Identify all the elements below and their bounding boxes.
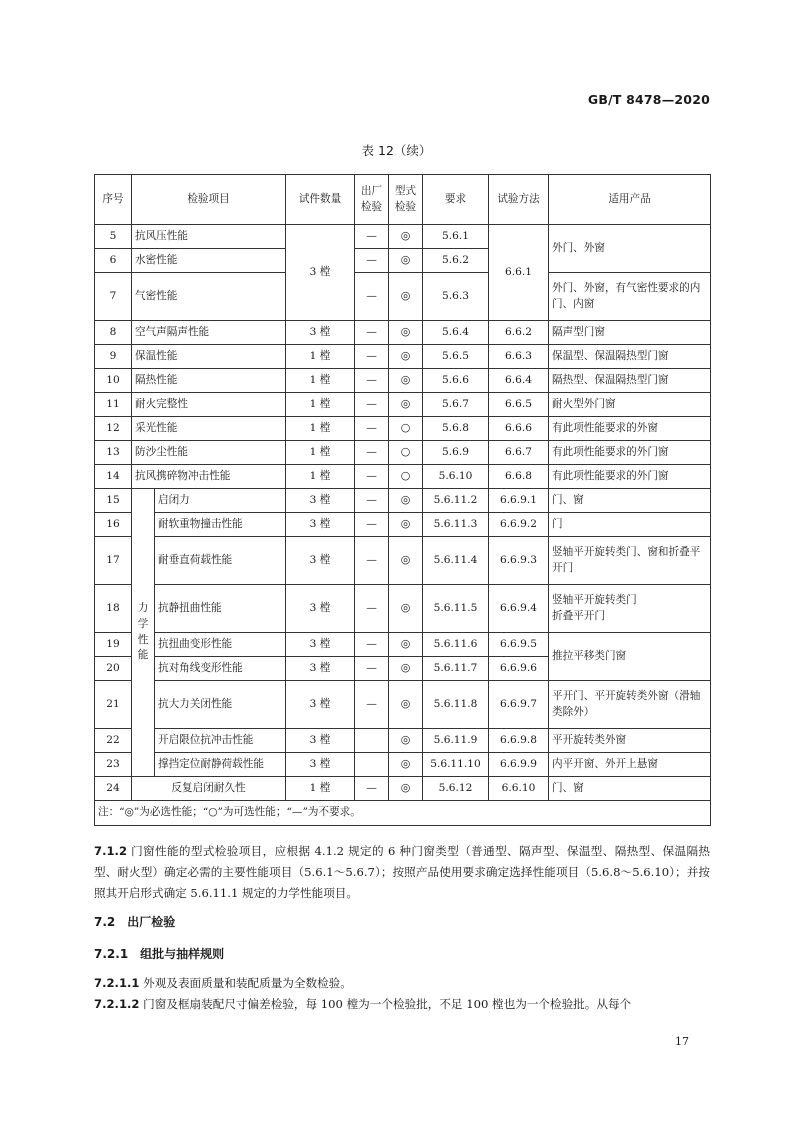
cell-item: 抗风携碎物冲击性能 [132, 465, 286, 489]
cell-item: 耐火完整性 [132, 393, 286, 417]
cell-req: 5.6.11.7 [423, 657, 489, 681]
cell-no: 21 [95, 681, 132, 729]
cell-item: 抗静扭曲性能 [155, 585, 286, 633]
paragraph-7-2-1-1 [94, 973, 710, 994]
cell-req: 5.6.1 [423, 225, 489, 249]
cell-method: 6.6.5 [489, 393, 549, 417]
table-row [95, 585, 711, 633]
cell-product: 外门、外窗，有气密性要求的内门、内窗 [549, 273, 711, 321]
cell-qty: 3 樘 [286, 753, 355, 777]
table-note: 注：“◎”为必选性能；“○”为可选性能；“—”为不要求。 [95, 801, 711, 826]
cell-type: ◎ [389, 369, 423, 393]
cell-qty: 3 樘 [286, 633, 355, 657]
cell-item: 抗对角线变形性能 [155, 657, 286, 681]
cell-method: 6.6.9.5 [489, 633, 549, 657]
cell-qty: 1 樘 [286, 393, 355, 417]
cell-item: 开启限位抗冲击性能 [155, 729, 286, 753]
cell-no: 22 [95, 729, 132, 753]
cell-qty: 3 樘 [286, 585, 355, 633]
cell-method: 6.6.10 [489, 777, 549, 801]
cell-factory: — [355, 273, 389, 321]
cell-item: 气密性能 [132, 273, 286, 321]
cell-req: 5.6.11.10 [423, 753, 489, 777]
cell-method: 6.6.9.8 [489, 729, 549, 753]
cell-method: 6.6.9.1 [489, 489, 549, 513]
cell-qty: 1 樘 [286, 417, 355, 441]
cell-method: 6.6.9.4 [489, 585, 549, 633]
cell-factory: — [355, 537, 389, 585]
cell-product: 外门、外窗 [549, 225, 711, 273]
cell-method: 6.6.9.7 [489, 681, 549, 729]
paragraph-7-1-2 [94, 841, 710, 904]
group-label-char: 能 [137, 649, 149, 662]
cell-no: 13 [95, 441, 132, 465]
cell-qty: 1 樘 [286, 345, 355, 369]
cell-req: 5.6.11.9 [423, 729, 489, 753]
group-label-char: 性 [137, 633, 149, 646]
cell-method: 6.6.7 [489, 441, 549, 465]
cell-type: ◎ [389, 681, 423, 729]
col-header-factory-line2: 检验 [360, 200, 383, 213]
cell-product: 平开门、平开旋转类外窗（滑轴类除外） [549, 681, 711, 729]
clause-text: 门窗性能的型式检验项目，应根据 4.1.2 规定的 6 种门窗类型（普通型、隔声型、保温型、隔热型、保温隔热型、耐火型）确定必需的主要性能项目（5.6.1～5.6.7）；按照产品使用要求确定选择性能项目（5.6.8～5.6.10）；并按照其开启形式确定 5.6.11.1 规定的力学性能项目。 [94, 844, 711, 900]
col-header-item: 检验项目 [132, 175, 286, 225]
cell-item: 水密性能 [132, 249, 286, 273]
col-header-product: 适用产品 [549, 175, 711, 225]
cell-type: ◎ [389, 489, 423, 513]
cell-type: ◎ [389, 345, 423, 369]
cell-req: 5.6.10 [423, 465, 489, 489]
cell-method: 6.6.9.3 [489, 537, 549, 585]
cell-qty: 3 樘 [286, 729, 355, 753]
cell-req: 5.6.12 [423, 777, 489, 801]
cell-type: ◎ [389, 225, 423, 249]
cell-factory [355, 753, 389, 777]
standard-code: GB/T 8478—2020 [587, 92, 710, 107]
cell-req: 5.6.2 [423, 249, 489, 273]
cell-factory [355, 729, 389, 753]
table-row [95, 489, 711, 513]
table-row [95, 513, 711, 537]
cell-req: 5.6.5 [423, 345, 489, 369]
cell-factory: — [355, 633, 389, 657]
clause-number: 7.2.1.2 [94, 997, 140, 1011]
cell-type: ◎ [389, 729, 423, 753]
cell-qty: 3 樘 [286, 513, 355, 537]
cell-method: 6.6.9.2 [489, 513, 549, 537]
cell-req: 5.6.3 [423, 273, 489, 321]
col-header-type [389, 175, 423, 225]
cell-product: 有此项性能要求的外门窗 [549, 465, 711, 489]
cell-type: ◎ [389, 273, 423, 321]
cell-item: 隔热性能 [132, 369, 286, 393]
cell-factory: — [355, 393, 389, 417]
cell-factory: — [355, 225, 389, 249]
cell-type: ◎ [389, 249, 423, 273]
group-label-char: 力 [137, 601, 149, 614]
cell-product: 隔热型、保温隔热型门窗 [549, 369, 711, 393]
cell-item: 反复启闭耐久性 [132, 777, 286, 801]
col-header-type-line2: 检验 [394, 200, 417, 213]
cell-type: ○ [389, 441, 423, 465]
cell-item: 抗大力关闭性能 [155, 681, 286, 729]
cell-item: 启闭力 [155, 489, 286, 513]
table-row [95, 393, 711, 417]
cell-method: 6.6.8 [489, 465, 549, 489]
col-header-no: 序号 [95, 175, 132, 225]
cell-method: 6.6.6 [489, 417, 549, 441]
cell-product: 有此项性能要求的外窗 [549, 417, 711, 441]
cell-type: ◎ [389, 777, 423, 801]
cell-product: 竖轴平开旋转类门、窗和折叠平开门 [549, 537, 711, 585]
col-header-qty: 试件数量 [286, 175, 355, 225]
cell-no: 19 [95, 633, 132, 657]
col-header-factory [355, 175, 389, 225]
cell-product [549, 585, 711, 633]
paragraph-7-2-1-2 [94, 994, 710, 1015]
cell-req: 5.6.11.5 [423, 585, 489, 633]
cell-qty: 1 樘 [286, 369, 355, 393]
group-label-char: 学 [137, 617, 149, 630]
cell-type: ◎ [389, 537, 423, 585]
cell-method: 6.6.2 [489, 321, 549, 345]
cell-product: 门 [549, 513, 711, 537]
clause-text: 门窗及框扇装配尺寸偏差检验，每 100 樘为一个检验批，不足 100 樘也为一个检验批。从每个 [143, 997, 632, 1011]
cell-no: 8 [95, 321, 132, 345]
table-row [95, 273, 711, 321]
cell-no: 9 [95, 345, 132, 369]
cell-method: 6.6.9.6 [489, 657, 549, 681]
cell-factory: — [355, 777, 389, 801]
cell-no: 5 [95, 225, 132, 249]
table-row [95, 753, 711, 777]
cell-qty: 1 樘 [286, 441, 355, 465]
section-heading-7-2: 7.2 出厂检验 [94, 915, 176, 929]
cell-type: ◎ [389, 513, 423, 537]
cell-item: 耐垂直荷载性能 [155, 537, 286, 585]
cell-factory: — [355, 657, 389, 681]
cell-no: 6 [95, 249, 132, 273]
cell-no: 7 [95, 273, 132, 321]
table-row [95, 225, 711, 249]
cell-item: 撑挡定位耐静荷载性能 [155, 753, 286, 777]
cell-type: ◎ [389, 321, 423, 345]
cell-product: 门、窗 [549, 489, 711, 513]
table-row [95, 321, 711, 345]
cell-no: 10 [95, 369, 132, 393]
table-row [95, 633, 711, 657]
mechanical-group-label [132, 489, 155, 777]
cell-qty: 3 樘 [286, 321, 355, 345]
cell-item: 抗风压性能 [132, 225, 286, 249]
cell-factory: — [355, 465, 389, 489]
cell-product: 内平开窗、外开上悬窗 [549, 753, 711, 777]
table-row [95, 441, 711, 465]
cell-type: ◎ [389, 393, 423, 417]
cell-no: 14 [95, 465, 132, 489]
cell-factory: — [355, 489, 389, 513]
cell-no: 12 [95, 417, 132, 441]
cell-type: ○ [389, 465, 423, 489]
cell-product: 平开旋转类外窗 [549, 729, 711, 753]
cell-method: 6.6.9.9 [489, 753, 549, 777]
table-row [95, 345, 711, 369]
cell-product: 推拉平移类门窗 [549, 633, 711, 681]
cell-item: 抗扭曲变形性能 [155, 633, 286, 657]
cell-qty: 1 樘 [286, 465, 355, 489]
cell-qty: 3 樘 [286, 489, 355, 513]
col-header-type-line1: 型式 [394, 184, 417, 197]
cell-req: 5.6.4 [423, 321, 489, 345]
table-row [95, 369, 711, 393]
cell-factory: — [355, 585, 389, 633]
cell-method: 6.6.1 [489, 225, 549, 321]
table-row [95, 417, 711, 441]
cell-type: ◎ [389, 657, 423, 681]
page-number: 17 [675, 1035, 689, 1048]
cell-req: 5.6.8 [423, 417, 489, 441]
cell-factory: — [355, 417, 389, 441]
cell-type: ◎ [389, 633, 423, 657]
cell-product-line1: 竖轴平开旋转类门 [552, 593, 637, 606]
cell-factory: — [355, 681, 389, 729]
cell-product: 有此项性能要求的外门窗 [549, 441, 711, 465]
cell-no: 11 [95, 393, 132, 417]
table-title: 表 12（续） [361, 143, 432, 158]
col-header-req: 要求 [423, 175, 489, 225]
cell-req: 5.6.7 [423, 393, 489, 417]
cell-req: 5.6.11.2 [423, 489, 489, 513]
cell-qty: 3 樘 [286, 537, 355, 585]
cell-factory: — [355, 321, 389, 345]
cell-no: 20 [95, 657, 132, 681]
cell-no: 16 [95, 513, 132, 537]
cell-qty: 1 樘 [286, 777, 355, 801]
clause-text: 外观及表面质量和装配质量为全数检验。 [143, 976, 352, 990]
cell-req: 5.6.11.3 [423, 513, 489, 537]
cell-type: ◎ [389, 585, 423, 633]
cell-factory: — [355, 345, 389, 369]
cell-factory: — [355, 441, 389, 465]
cell-item: 采光性能 [132, 417, 286, 441]
cell-method: 6.6.3 [489, 345, 549, 369]
cell-item: 保温性能 [132, 345, 286, 369]
cell-factory: — [355, 513, 389, 537]
cell-factory: — [355, 249, 389, 273]
cell-qty: 3 樘 [286, 225, 355, 321]
cell-product: 隔声型门窗 [549, 321, 711, 345]
cell-type: ◎ [389, 753, 423, 777]
cell-no: 15 [95, 489, 132, 513]
table-row [95, 729, 711, 753]
cell-no: 23 [95, 753, 132, 777]
inspection-table [94, 174, 711, 826]
table-row [95, 681, 711, 729]
cell-req: 5.6.11.8 [423, 681, 489, 729]
cell-qty: 3 樘 [286, 681, 355, 729]
table-header-row [95, 175, 711, 225]
col-header-factory-line1: 出厂 [360, 184, 383, 197]
cell-factory: — [355, 369, 389, 393]
table-row [95, 465, 711, 489]
cell-item: 防沙尘性能 [132, 441, 286, 465]
cell-req: 5.6.11.6 [423, 633, 489, 657]
cell-method: 6.6.4 [489, 369, 549, 393]
section-heading-7-2-1: 7.2.1 组批与抽样规则 [94, 947, 225, 961]
table-note-row [95, 801, 711, 826]
cell-no: 18 [95, 585, 132, 633]
cell-product: 门、窗 [549, 777, 711, 801]
cell-item: 空气声隔声性能 [132, 321, 286, 345]
cell-no: 24 [95, 777, 132, 801]
table-row [95, 537, 711, 585]
cell-req: 5.6.11.4 [423, 537, 489, 585]
col-header-method: 试验方法 [489, 175, 549, 225]
cell-product-line2: 折叠平开门 [552, 609, 605, 622]
cell-type: ○ [389, 417, 423, 441]
cell-item: 耐软重物撞击性能 [155, 513, 286, 537]
table-row [95, 777, 711, 801]
clause-number: 7.1.2 [94, 844, 128, 858]
cell-req: 5.6.6 [423, 369, 489, 393]
cell-req: 5.6.9 [423, 441, 489, 465]
clause-number: 7.2.1.1 [94, 976, 140, 990]
cell-product: 耐火型外门窗 [549, 393, 711, 417]
cell-qty: 3 樘 [286, 657, 355, 681]
cell-no: 17 [95, 537, 132, 585]
cell-product: 保温型、保温隔热型门窗 [549, 345, 711, 369]
